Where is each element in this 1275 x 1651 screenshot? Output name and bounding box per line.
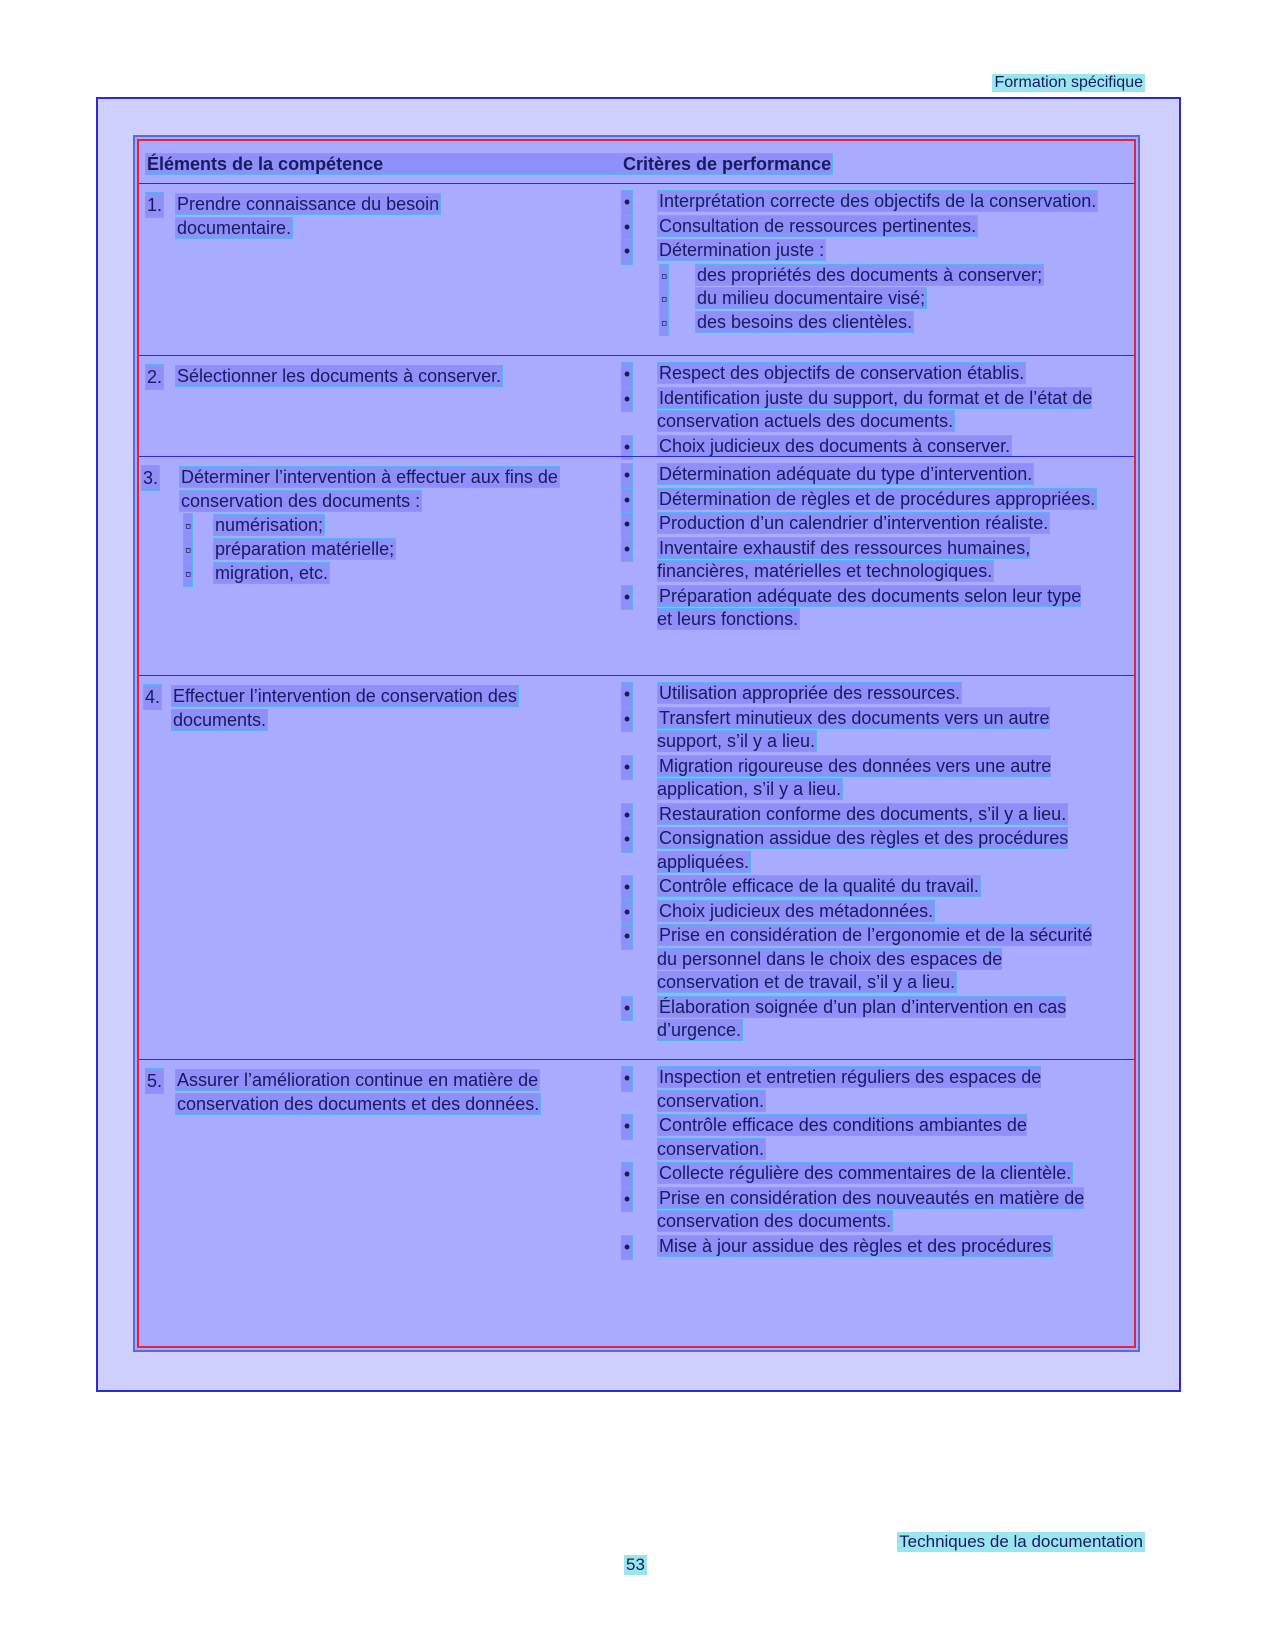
criterion-text: Consignation assidue des règles et des procédures appliquées. xyxy=(657,828,1069,872)
element-text-line: conservation des documents et des données. xyxy=(177,1094,540,1114)
square-bullet-icon: ▫ xyxy=(183,513,193,539)
element-text-line: documents. xyxy=(173,710,267,730)
element-number: 4. xyxy=(143,684,162,710)
bullet-icon: • xyxy=(621,924,633,950)
criterion-text: Détermination de règles et de procédures appropriées. xyxy=(659,488,1096,509)
criterion-subitem xyxy=(621,311,1101,335)
criterion-text: Interprétation correcte des objectifs de la conservation. xyxy=(659,191,1097,211)
criterion-text: Choix judicieux des documents à conserver. xyxy=(659,435,1011,456)
element-subitem xyxy=(141,513,627,537)
criterion-text: Utilisation appropriée des ressources. xyxy=(659,683,961,703)
col-header-elements: Éléments de la compétence xyxy=(145,153,625,175)
criterion-subtext: du milieu documentaire visé; xyxy=(697,288,926,308)
element-title xyxy=(143,684,629,732)
criteria-cell xyxy=(621,682,1101,1044)
criterion-text: Consultation de ressources pertinentes. xyxy=(659,215,977,236)
criterion-item xyxy=(621,215,1101,239)
element-text-line: conservation des documents : xyxy=(181,491,421,511)
element-title xyxy=(145,1068,631,1116)
footer-title: Techniques de la documentation xyxy=(899,1532,1143,1551)
criterion-item xyxy=(621,1162,1101,1186)
table-header-row xyxy=(139,141,1134,184)
criterion-item xyxy=(621,803,1101,827)
col-header-criteria: Critères de performance xyxy=(623,154,832,174)
criterion-item xyxy=(621,1187,1101,1234)
criterion-item xyxy=(621,435,1101,459)
bullet-icon: • xyxy=(621,512,633,538)
criterion-item xyxy=(621,924,1101,995)
criterion-subtext: des besoins des clientèles. xyxy=(697,311,913,332)
bullet-icon: • xyxy=(621,585,633,611)
criterion-text: Choix judicieux des métadonnées. xyxy=(659,900,934,921)
criterion-text: Collecte régulière des commentaires de la clientèle. xyxy=(659,1163,1072,1183)
criterion-text: Inspection et entretien réguliers des espaces de conservation. xyxy=(657,1067,1042,1111)
bullet-icon: • xyxy=(621,900,633,926)
criterion-item xyxy=(621,239,1101,263)
table-row xyxy=(139,456,1134,676)
bullet-icon: • xyxy=(621,707,633,733)
square-bullet-icon: ▫ xyxy=(183,537,193,563)
criterion-item xyxy=(621,755,1101,802)
criterion-item xyxy=(621,362,1101,386)
criterion-subtext: des propriétés des documents à conserver; xyxy=(697,264,1043,285)
element-title xyxy=(145,192,631,240)
element-cell xyxy=(145,364,631,388)
table-row xyxy=(139,355,1134,457)
criterion-item xyxy=(621,585,1101,632)
criterion-item xyxy=(621,996,1101,1043)
bullet-icon: • xyxy=(621,682,633,708)
criterion-text: Élaboration soignée d’un plan d’intervention en cas d’urgence. xyxy=(657,996,1067,1040)
criterion-text: Contrôle efficace des conditions ambiantes de conservation. xyxy=(657,1115,1027,1159)
table-row xyxy=(139,1059,1134,1301)
element-number: 5. xyxy=(145,1068,164,1094)
criterion-item xyxy=(621,827,1101,874)
criterion-item xyxy=(621,900,1101,924)
criterion-item xyxy=(621,875,1101,899)
criterion-item xyxy=(621,682,1101,706)
element-cell xyxy=(145,192,631,240)
bullet-icon: • xyxy=(621,755,633,781)
criterion-text: Préparation adéquate des documents selon leur type et leurs fonctions. xyxy=(657,585,1082,629)
bullet-icon: • xyxy=(621,435,633,461)
page-frame xyxy=(96,97,1181,1392)
bullet-icon: • xyxy=(621,875,633,901)
element-number: 2. xyxy=(145,364,164,390)
bullet-icon: • xyxy=(621,803,633,829)
criterion-text: Prise en considération de l’ergonomie et de la sécurité du personnel dans le choix des espaces de conservation et de travail, s’il y a lieu. xyxy=(657,925,1093,992)
criteria-cell xyxy=(621,190,1101,334)
element-cell xyxy=(141,465,627,585)
criterion-item xyxy=(621,488,1101,512)
element-subitem xyxy=(141,537,627,561)
square-bullet-icon: ▫ xyxy=(659,287,669,313)
table-row xyxy=(139,675,1134,1060)
element-subtext: préparation matérielle; xyxy=(215,539,395,559)
criterion-subitem xyxy=(621,264,1101,288)
criterion-item xyxy=(621,387,1101,434)
bullet-icon: • xyxy=(621,996,633,1022)
bullet-icon: • xyxy=(621,362,633,388)
criterion-text: Détermination juste : xyxy=(659,240,825,260)
square-bullet-icon: ▫ xyxy=(659,311,669,337)
header-note: Formation spécifique xyxy=(994,74,1143,91)
criterion-item xyxy=(621,463,1101,487)
criterion-text: Mise à jour assidue des règles et des procédures xyxy=(659,1235,1052,1256)
bullet-icon: • xyxy=(621,827,633,853)
criterion-item xyxy=(621,707,1101,754)
bullet-icon: • xyxy=(621,215,633,241)
criterion-text: Prise en considération des nouveautés en matière de conservation des documents. xyxy=(657,1187,1085,1231)
element-number: 3. xyxy=(141,465,160,491)
element-text-line: Assurer l’amélioration continue en matière de xyxy=(177,1070,539,1090)
criterion-text: Transfert minutieux des documents vers un autre support, s’il y a lieu. xyxy=(657,707,1050,751)
criterion-item xyxy=(621,190,1101,214)
element-sublist xyxy=(141,513,627,585)
bullet-icon: • xyxy=(621,1066,633,1092)
criterion-text: Inventaire exhaustif des ressources humaines, financières, matérielles et technologiques. xyxy=(657,537,1031,581)
bullet-icon: • xyxy=(621,1235,633,1261)
bullet-icon: • xyxy=(621,190,633,216)
criterion-text: Production d’un calendrier d’intervention réaliste. xyxy=(659,513,1049,533)
element-subitem xyxy=(141,561,627,585)
bullet-icon: • xyxy=(621,1114,633,1140)
criterion-item xyxy=(621,512,1101,536)
bullet-icon: • xyxy=(621,537,633,563)
element-cell xyxy=(143,684,629,732)
bullet-icon: • xyxy=(621,463,633,489)
criterion-item xyxy=(621,1066,1101,1113)
criterion-text: Identification juste du support, du format et de l’état de conservation actuels des documents. xyxy=(657,387,1093,431)
element-text-line: Effectuer l’intervention de conservation des xyxy=(173,686,517,706)
bullet-icon: • xyxy=(621,1187,633,1213)
element-text-line: Sélectionner les documents à conserver. xyxy=(177,366,502,386)
criterion-item xyxy=(621,1114,1101,1161)
criterion-text: Détermination adéquate du type d’intervention. xyxy=(659,464,1033,484)
bullet-icon: • xyxy=(621,1162,633,1188)
competency-table xyxy=(133,135,1140,1352)
element-title xyxy=(145,364,631,388)
bullet-icon: • xyxy=(621,387,633,413)
criterion-text: Respect des objectifs de conservation établis. xyxy=(659,363,1025,383)
criterion-subitem xyxy=(621,287,1101,311)
element-cell xyxy=(145,1068,631,1116)
element-subtext: numérisation; xyxy=(215,515,324,535)
criteria-cell xyxy=(621,463,1101,633)
square-bullet-icon: ▫ xyxy=(183,561,193,587)
bullet-icon: • xyxy=(621,239,633,265)
page-number: 53 xyxy=(626,1555,645,1574)
criterion-text: Contrôle efficace de la qualité du travail. xyxy=(659,876,979,896)
element-text-line: documentaire. xyxy=(177,218,292,238)
bullet-icon: • xyxy=(621,488,633,514)
element-subtext: migration, etc. xyxy=(215,563,329,583)
square-bullet-icon: ▫ xyxy=(659,264,669,290)
criteria-cell xyxy=(621,362,1101,459)
element-text-line: Déterminer l’intervention à effectuer aux fins de xyxy=(181,467,558,487)
criterion-text: Migration rigoureuse des données vers une autre application, s’il y a lieu. xyxy=(657,755,1052,799)
criterion-item xyxy=(621,537,1101,584)
criterion-text: Restauration conforme des documents, s’il y a lieu. xyxy=(659,803,1067,824)
table-inner xyxy=(137,139,1136,1348)
table-row xyxy=(139,183,1134,356)
criterion-item xyxy=(621,1235,1101,1259)
element-text-line: Prendre connaissance du besoin xyxy=(177,194,440,214)
element-title xyxy=(141,465,627,513)
criteria-cell xyxy=(621,1066,1101,1259)
element-number: 1. xyxy=(145,192,164,218)
